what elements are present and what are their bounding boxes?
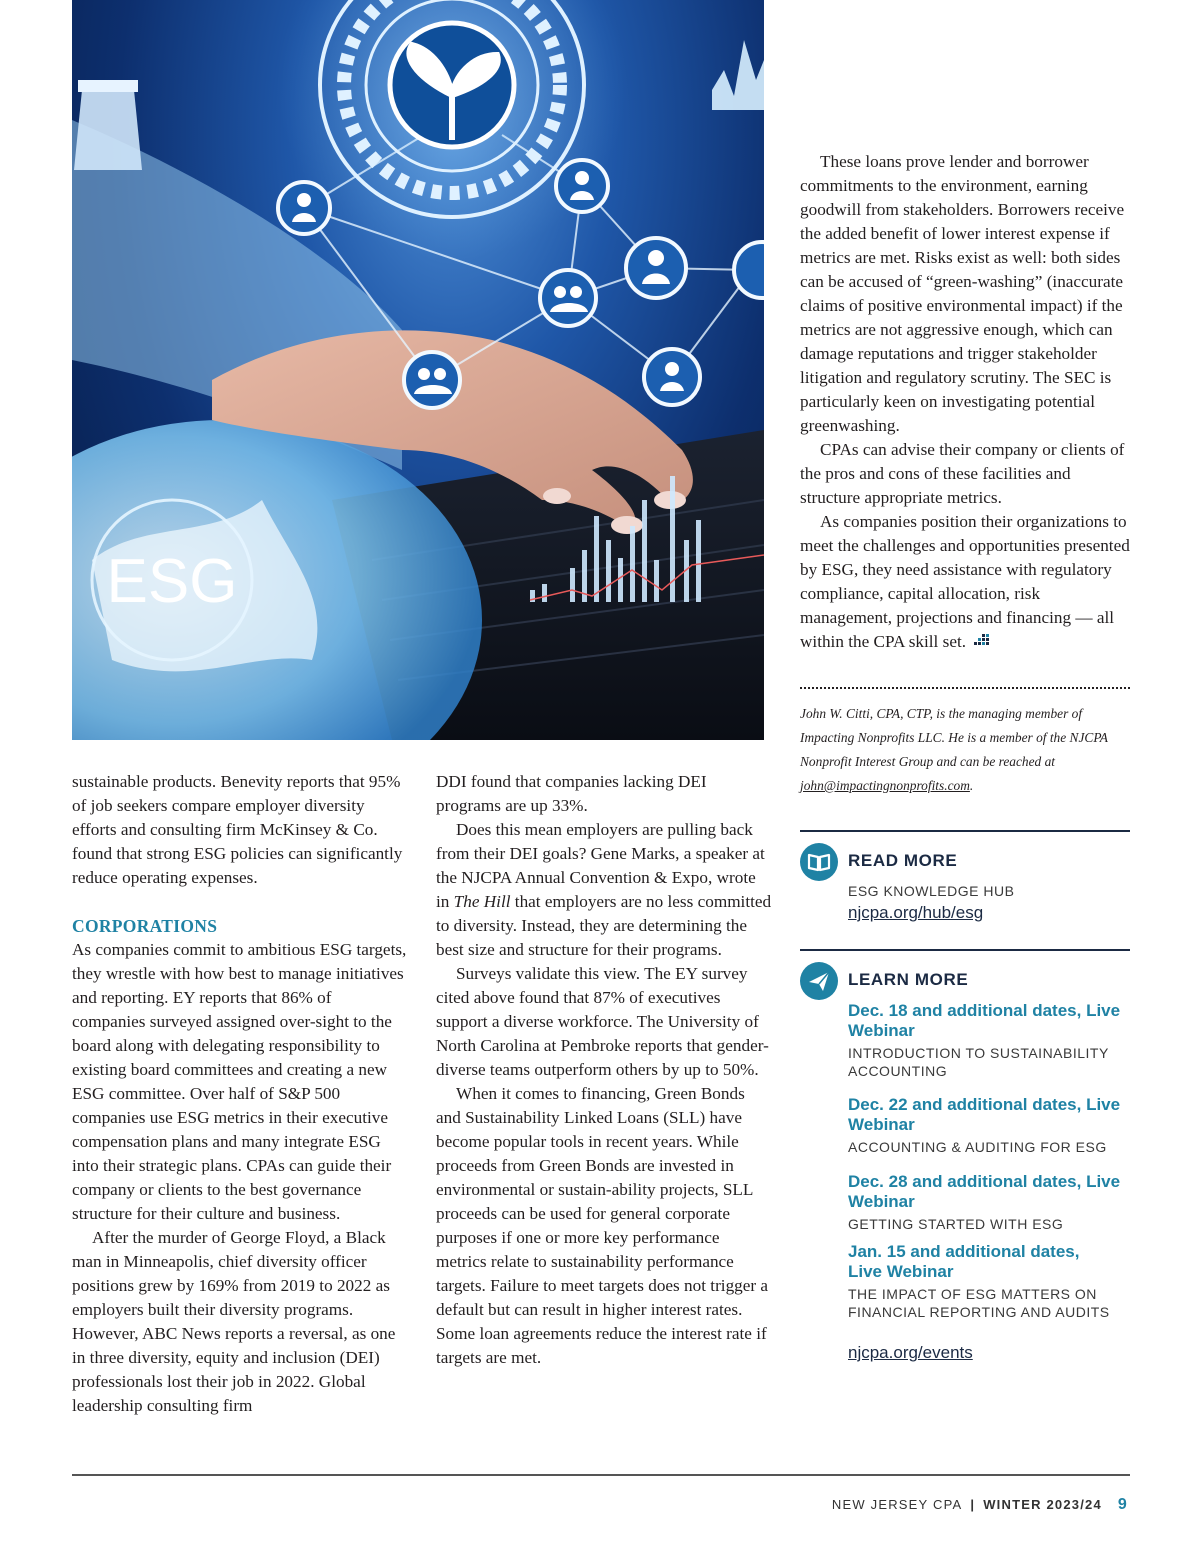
separator: |: [970, 1497, 976, 1512]
event-date: Dec. 22 and additional dates, Live Webinar: [848, 1095, 1121, 1134]
read-more-link[interactable]: njcpa.org/hub/esg: [848, 903, 984, 922]
publication-name: NEW JERSEY CPA: [831, 1497, 963, 1512]
event-date: Dec. 28 and additional dates, Live Webinar: [848, 1172, 1121, 1211]
divider: [800, 949, 1130, 951]
author-bio: [800, 702, 1130, 798]
column-middle: [436, 770, 772, 1370]
event-title: INTRODUCTION TO SUSTAINABILITY ACCOUNTING: [848, 1045, 1109, 1079]
event-date: Jan. 15 and additional dates, Live Webinar: [848, 1242, 1080, 1281]
event-title: ACCOUNTING & AUDITING FOR ESG: [848, 1139, 1107, 1155]
read-more-caption: ESG KNOWLEDGE HUB: [848, 883, 1015, 899]
bio-text: John W. Citti, CPA, CTP, is the managing member of Impacting Nonprofits LLC. He is a member of the NJCPA Nonprofit Interest Group and can be reached at: [800, 706, 1108, 769]
book-icon: [800, 843, 838, 881]
paragraph: [800, 510, 1130, 654]
paragraph: DDI found that companies lacking DEI programs are up 33%.: [436, 772, 707, 815]
divider: [800, 687, 1130, 689]
footer-divider: [72, 1474, 1130, 1476]
page-footer: [832, 1496, 1128, 1514]
end-mark-icon: [974, 634, 990, 648]
text-run: As companies position their organizations to meet the challenges and opportunities presented by ESG, they need assistance with regulatory compliance, capital allocation, risk management, projections and financing — all within the CPA skill set.: [800, 512, 1130, 651]
divider: [800, 830, 1130, 832]
column-left: [72, 770, 408, 1418]
paragraph: When it comes to financing, Green Bonds and Sustainability Linked Loans (SLL) have become popular tools in recent years. While proceeds from Green Bonds are invested in environmental or sustain-ability projects, SLL proceeds can be used for general corporate purposes if one or more key performance metrics relate to sustainability performance targets. Failure to meet targets does not trigger a default but can result in higher interest rates. Some loan agreements reduce the interest rate if targets are met.: [436, 1084, 769, 1367]
paragraph: CPAs can advise their company or clients of the pros and cons of these facilities and structure appropriate metrics.: [800, 440, 1125, 507]
paragraph: sustainable products. Benevity reports that 95% of job seekers compare employer diversity efforts and consulting firm McKinsey & Co. found that strong ESG policies can significantly reduce operating expenses.: [72, 772, 403, 887]
text-run: that employers are no less committed to diversity. Instead, they are determining the best size and structure for their programs.: [436, 892, 772, 959]
event-title: GETTING STARTED WITH ESG: [848, 1216, 1064, 1232]
paragraph: After the murder of George Floyd, a Black man in Minneapolis, chief diversity officer positions grew by 169% from 2019 to 2022 as employers built their diversity programs. However, ABC News reports a reversal, as one in three diversity, equity and inclusion (DEI) professionals lost their job in 2022. Global leadership consulting firm: [72, 1228, 396, 1415]
esg-label: ESG: [106, 547, 238, 616]
event-item[interactable]: [848, 1095, 1138, 1156]
paper-plane-icon: [800, 962, 838, 1000]
event-item[interactable]: [848, 1001, 1138, 1080]
event-date: Dec. 18 and additional dates, Live Webinar: [848, 1001, 1121, 1040]
paragraph: Surveys validate this view. The EY survey cited above found that 87% of executives support a diverse workforce. The University of North Carolina at Pembroke reports that gender-diverse teams outperform others by up to 50%.: [436, 964, 769, 1079]
paragraph: These loans prove lender and borrower commitments to the environment, earning goodwill from stakeholders. Borrowers receive the added benefit of lower interest expense if metrics are met. Risks exist as well: both sides can be accused of “green-washing” (inaccurate claims of positive environmental impact) if the metrics are not aggressive enough, which can damage reputations and trigger stakeholder litigation and regulatory scrutiny. The SEC is particularly keen on investigating potential greenwashing.: [800, 152, 1125, 435]
issue-label: WINTER 2023/24: [983, 1497, 1102, 1512]
esg-network-illustration: [72, 0, 764, 740]
paragraph: [436, 818, 772, 962]
hero-image: [72, 0, 764, 740]
section-heading-corporations: CORPORATIONS: [72, 916, 218, 936]
text-run: Does this mean employers are pulling back from their DEI goals? Gene Marks, a speaker at the NJCPA Annual Convention & Expo, wrote in: [436, 820, 765, 911]
bio-end: .: [969, 778, 974, 793]
column-right: [800, 150, 1130, 654]
learn-more-heading: LEARN MORE: [848, 970, 969, 989]
read-more-heading: READ MORE: [848, 851, 958, 870]
paragraph: As companies commit to ambitious ESG targets, they wrestle with how best to manage initiatives and reporting. EY reports that 86% of companies surveyed assigned over-sight to the board along with delegating responsibility to existing board committees and creating a new ESG committee. Over half of S&P 500 companies use ESG metrics in their executive compensation plans and many integrate ESG into their strategic plans. CPAs can guide their company or clients to the best governance structure for their culture and business.: [72, 940, 407, 1223]
author-email-link[interactable]: john@impactingnonprofits.com: [800, 778, 970, 793]
event-item[interactable]: [848, 1242, 1118, 1321]
publication-title: The Hill: [453, 892, 511, 911]
event-item[interactable]: [848, 1172, 1138, 1233]
event-title: THE IMPACT OF ESG MATTERS ON FINANCIAL REPORTING AND AUDITS: [848, 1286, 1110, 1320]
page-number: 9: [1117, 1496, 1128, 1513]
events-link[interactable]: njcpa.org/events: [848, 1343, 973, 1362]
